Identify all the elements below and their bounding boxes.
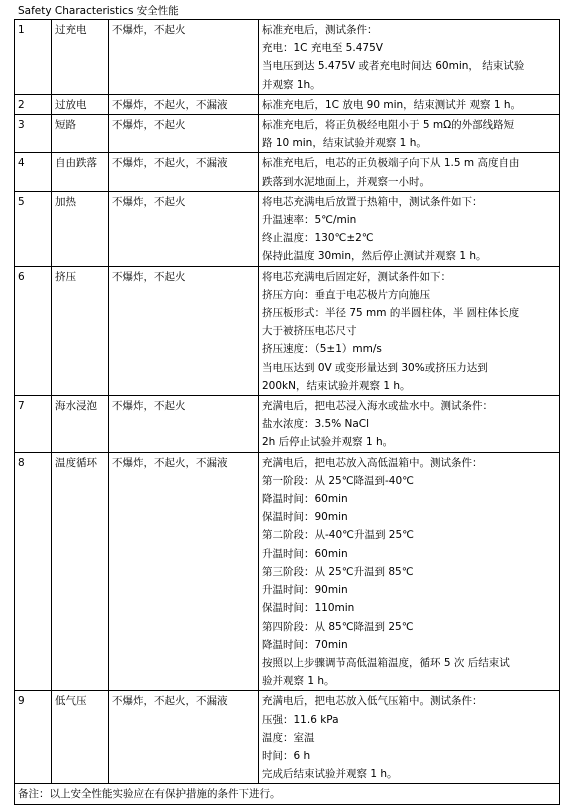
test-conditions [259,191,560,266]
row-number: 1 [15,20,52,95]
row-number: 2 [15,94,52,114]
condition-line: 升温时间：90min [262,584,348,597]
condition-line: 充电：1C 充电至 5.475V [262,42,383,55]
row-number: 7 [15,396,52,453]
condition-line: 完成后结束试验并观察 1 h。 [262,768,398,781]
test-conditions [259,396,560,453]
row-number: 9 [15,691,52,784]
row-number: 4 [15,153,52,191]
test-requirement: 不爆炸，不起火 [109,115,259,153]
test-requirement: 不爆炸，不起火 [109,396,259,453]
condition-line: 路 10 min，结束试验并观察 1 h。 [262,137,427,150]
condition-line: 将电芯充满电后固定好，测试条件如下： [262,270,451,283]
test-conditions [259,94,560,114]
table-row [15,20,560,95]
test-conditions [259,452,560,691]
test-item: 短路 [52,115,109,153]
test-requirement: 不爆炸，不起火 [109,191,259,266]
table-row [15,396,560,453]
condition-line: 充满电后，把电芯放入高低温箱中。测试条件： [262,456,483,469]
condition-line: 标准充电后，1C 放电 90 min，结束测试并 观察 1 h。 [262,98,522,111]
row-number: 6 [15,266,52,395]
table-body [15,20,560,784]
condition-line: 标准充电后，测试条件： [262,24,378,36]
test-item: 过充电 [52,20,109,95]
test-item: 过放电 [52,94,109,114]
condition-line: 第二阶段：从-40℃升温到 25℃ [262,529,414,542]
table-row [15,452,560,691]
test-item: 温度循环 [52,452,109,691]
test-requirement: 不爆炸，不起火，不漏液 [109,691,259,784]
condition-line: 升温速率：5℃/min [262,214,357,227]
row-number: 8 [15,452,52,691]
test-conditions [259,20,560,95]
test-conditions [259,691,560,784]
condition-line: 挤压方向：垂直于电芯极片方向施压 [262,288,430,301]
section-title: Safety Characteristics 安全性能 [18,5,179,17]
condition-line: 充满电后，把电芯放入低气压箱中。测试条件： [262,695,483,708]
condition-line: 充满电后，把电芯浸入海水或盐水中。测试条件： [262,400,493,413]
condition-line: 第一阶段：从 25℃降温到-40℃ [262,474,414,487]
condition-line: 挤压板形式：半径 75 mm 的半圆柱体，半 圆柱体长度 [262,307,520,320]
test-conditions [259,266,560,395]
condition-line: 降温时间：60min [262,493,348,506]
condition-line: 标准充电后，将正负极经电阻小于 5 mΩ的外部线路短 [262,119,515,132]
condition-line: 保温时间：90min [262,511,348,524]
condition-line: 终止温度：130℃±2℃ [262,232,374,245]
condition-line: 验并观察 1 h。 [262,675,335,688]
test-requirement: 不爆炸，不起火 [109,20,259,95]
test-requirement: 不爆炸，不起火 [109,266,259,395]
condition-line: 将电芯充满电后放置于热箱中，测试条件如下： [262,195,483,208]
condition-line: 降温时间：70min [262,638,348,651]
row-number: 5 [15,191,52,266]
test-requirement: 不爆炸，不起火，不漏液 [109,94,259,114]
condition-line: 2h 后停止试验并观察 1 h。 [262,436,394,449]
test-requirement: 不爆炸，不起火，不漏液 [109,452,259,691]
condition-line: 升温时间：60min [262,547,348,560]
test-item: 低气压 [52,691,109,784]
table-row [15,266,560,395]
condition-line: 压强：11.6 kPa [262,713,339,726]
condition-line: 跌落到水泥地面上，并观察一小时。 [262,175,430,188]
test-item: 自由跌落 [52,153,109,191]
condition-line: 当电压达到 0V 或变形量达到 30%或挤压力达到 [262,361,488,374]
condition-line: 时间：6 h [262,749,311,762]
table-row [15,153,560,191]
condition-line: 第三阶段：从 25℃升温到 85℃ [262,565,414,578]
condition-line: 当电压到达 5.475V 或者充电时间达 60min， 结束试验 [262,60,525,73]
row-number: 3 [15,115,52,153]
condition-line: 标准充电后，电芯的正负极端子向下从 1.5 m 高度自由 [262,157,520,170]
test-conditions [259,115,560,153]
condition-line: 保温时间：110min [262,602,355,615]
test-item: 挤压 [52,266,109,395]
note-text: 备注：以上安全性能实验应在有保护措施的条件下进行。 [15,784,560,804]
table-row [15,115,560,153]
condition-line: 大于被挤压电芯尺寸 [262,325,357,338]
condition-line: 按照以上步骤调节高低温箱温度，循环 5 次 后结束试 [262,656,510,669]
test-requirement: 不爆炸，不起火，不漏液 [109,153,259,191]
table-row [15,191,560,266]
condition-line: 盐水浓度：3.5% NaCl [262,418,370,431]
table-row [15,94,560,114]
condition-line: 并观察 1h。 [262,78,321,91]
condition-line: 第四阶段：从 85℃降温到 25℃ [262,620,414,633]
test-conditions [259,153,560,191]
condition-line: 温度：室温 [262,731,315,744]
condition-line: 保持此温度 30min，然后停止测试并观察 1 h。 [262,250,487,263]
table-row [15,691,560,784]
test-item: 海水浸泡 [52,396,109,453]
test-item: 加热 [52,191,109,266]
condition-line: 200kN，结束试验并观察 1 h。 [262,379,411,392]
safety-table [14,19,560,805]
condition-line: 挤压速度：（5±1）mm/s [262,343,382,356]
